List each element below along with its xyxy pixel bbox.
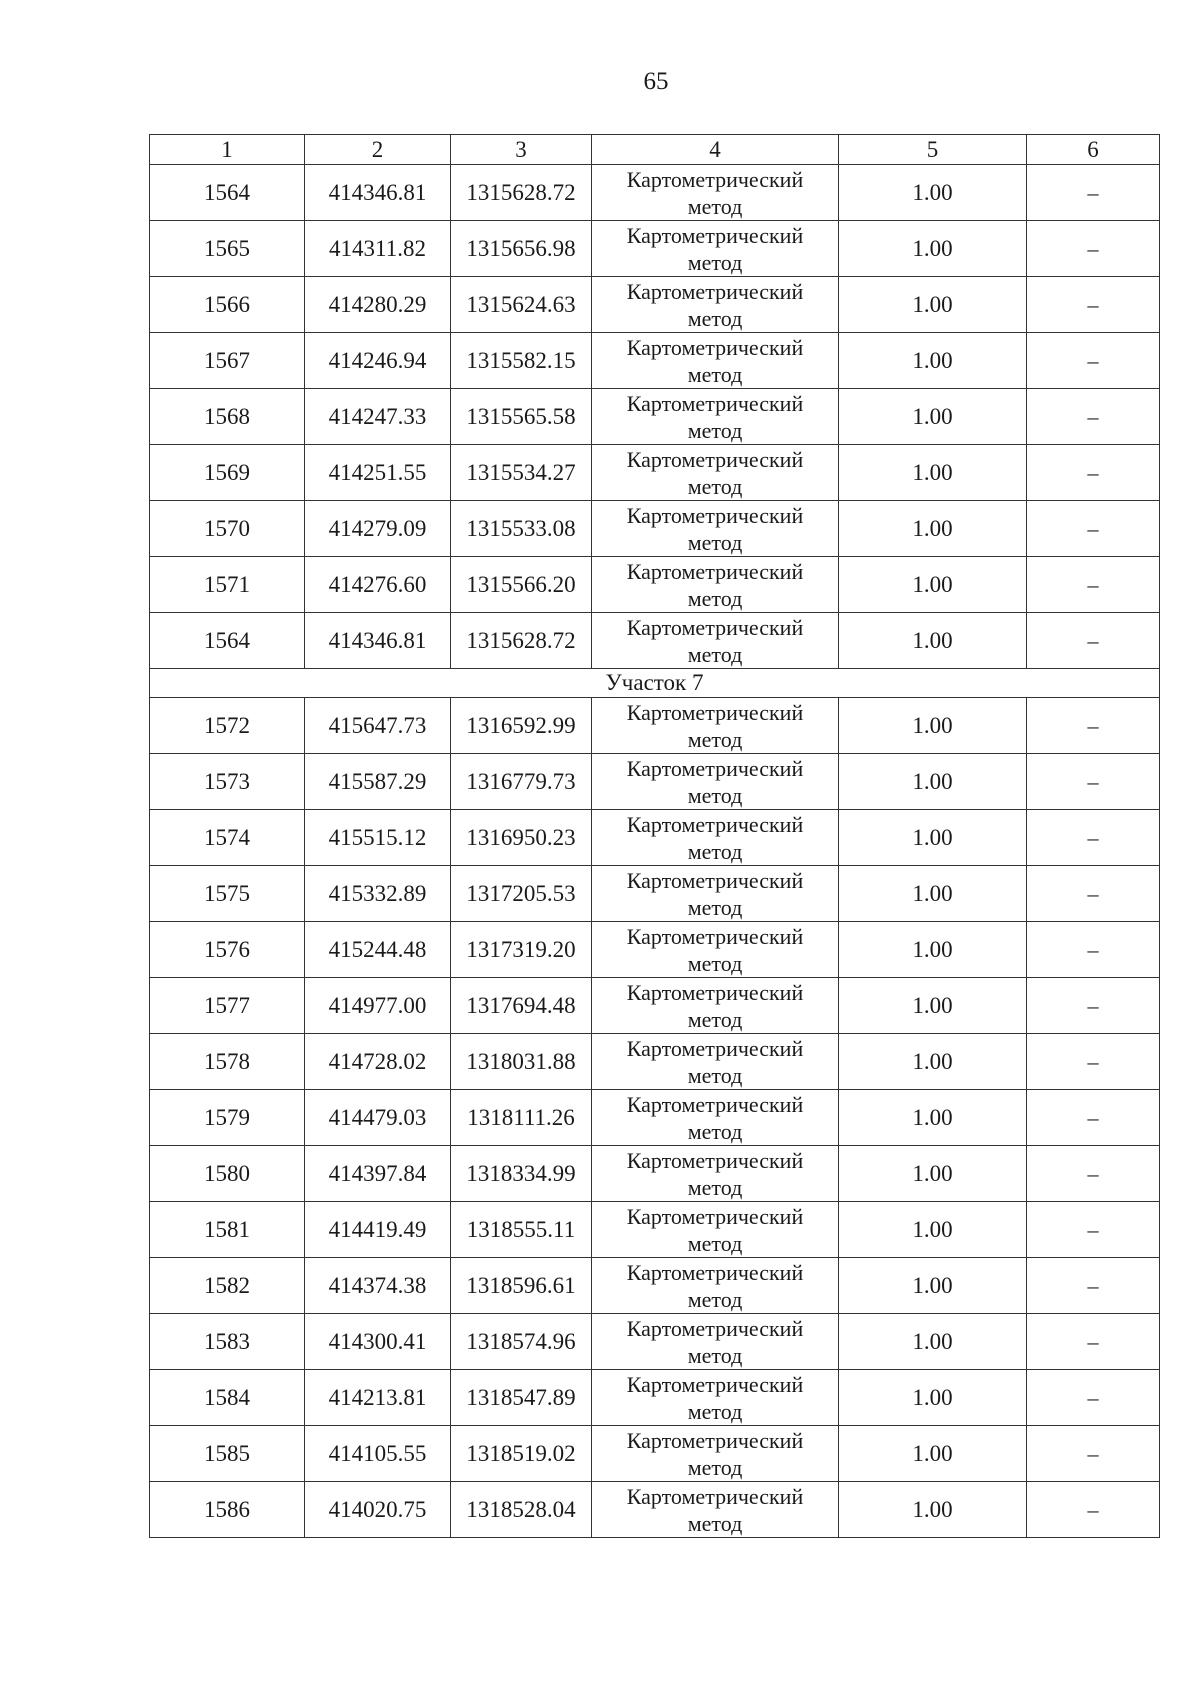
method-cell [592,922,839,978]
point-number-cell: 1575 [150,866,305,922]
note-cell: – [1027,389,1160,445]
method-line-1: Картометрический [626,1091,804,1117]
note-cell: – [1027,698,1160,754]
method-cell [592,1426,839,1482]
point-number-cell: 1566 [150,277,305,333]
x-coordinate-cell: 414213.81 [305,1370,451,1426]
method-line-1: Картометрический [626,1203,804,1229]
column-header-1: 1 [150,135,305,165]
table-row [150,1090,1160,1146]
x-coordinate-cell: 414020.75 [305,1482,451,1538]
x-coordinate-cell: 415332.89 [305,866,451,922]
y-coordinate-cell: 1315582.15 [451,333,592,389]
coordinates-table [149,134,1160,1538]
method-line-2: метод [687,1454,743,1480]
x-coordinate-cell: 415587.29 [305,754,451,810]
note-cell: – [1027,333,1160,389]
table-row [150,333,1160,389]
table-row [150,221,1160,277]
point-number-cell: 1584 [150,1370,305,1426]
accuracy-cell: 1.00 [839,1482,1027,1538]
table-row [150,445,1160,501]
point-number-cell: 1583 [150,1314,305,1370]
y-coordinate-cell: 1316592.99 [451,698,592,754]
table-row [150,1258,1160,1314]
y-coordinate-cell: 1318519.02 [451,1426,592,1482]
method-line-2: метод [687,249,743,275]
y-coordinate-cell: 1317205.53 [451,866,592,922]
x-coordinate-cell: 414346.81 [305,165,451,221]
note-cell: – [1027,1090,1160,1146]
point-number-cell: 1570 [150,501,305,557]
method-line-2: метод [687,1006,743,1032]
method-line-2: метод [687,838,743,864]
table-row [150,1314,1160,1370]
x-coordinate-cell: 414279.09 [305,501,451,557]
x-coordinate-cell: 414280.29 [305,277,451,333]
method-line-1: Картометрический [626,278,804,304]
table-row [150,1370,1160,1426]
method-cell [592,501,839,557]
accuracy-cell: 1.00 [839,1426,1027,1482]
accuracy-cell: 1.00 [839,978,1027,1034]
method-cell [592,1146,839,1202]
point-number-cell: 1567 [150,333,305,389]
method-line-2: метод [687,193,743,219]
accuracy-cell: 1.00 [839,1202,1027,1258]
method-line-2: метод [687,585,743,611]
point-number-cell: 1569 [150,445,305,501]
y-coordinate-cell: 1315628.72 [451,613,592,669]
method-line-2: метод [687,361,743,387]
method-line-1: Картометрический [626,755,804,781]
note-cell: – [1027,557,1160,613]
table-row [150,754,1160,810]
accuracy-cell: 1.00 [839,165,1027,221]
table-header [150,135,1160,165]
table-row [150,1034,1160,1090]
accuracy-cell: 1.00 [839,866,1027,922]
method-line-1: Картометрический [626,1035,804,1061]
x-coordinate-cell: 414479.03 [305,1090,451,1146]
method-line-1: Картометрический [626,1371,804,1397]
accuracy-cell: 1.00 [839,698,1027,754]
method-line-2: метод [687,1062,743,1088]
x-coordinate-cell: 414246.94 [305,333,451,389]
method-cell [592,1314,839,1370]
accuracy-cell: 1.00 [839,754,1027,810]
method-line-2: метод [687,1510,743,1536]
point-number-cell: 1585 [150,1426,305,1482]
table-row [150,613,1160,669]
method-line-2: метод [687,726,743,752]
y-coordinate-cell: 1318596.61 [451,1258,592,1314]
method-cell [592,1482,839,1538]
point-number-cell: 1581 [150,1202,305,1258]
x-coordinate-cell: 415244.48 [305,922,451,978]
note-cell: – [1027,1202,1160,1258]
point-number-cell: 1580 [150,1146,305,1202]
method-line-2: метод [687,1286,743,1312]
point-number-cell: 1564 [150,613,305,669]
accuracy-cell: 1.00 [839,1034,1027,1090]
y-coordinate-cell: 1316950.23 [451,810,592,866]
x-coordinate-cell: 414977.00 [305,978,451,1034]
column-header-2: 2 [305,135,451,165]
table-row [150,866,1160,922]
method-cell [592,165,839,221]
accuracy-cell: 1.00 [839,922,1027,978]
accuracy-cell: 1.00 [839,221,1027,277]
point-number-cell: 1586 [150,1482,305,1538]
accuracy-cell: 1.00 [839,389,1027,445]
y-coordinate-cell: 1318528.04 [451,1482,592,1538]
point-number-cell: 1565 [150,221,305,277]
method-line-2: метод [687,417,743,443]
accuracy-cell: 1.00 [839,1370,1027,1426]
method-cell [592,1202,839,1258]
table-row [150,810,1160,866]
method-line-1: Картометрический [626,1427,804,1453]
y-coordinate-cell: 1315656.98 [451,221,592,277]
note-cell: – [1027,221,1160,277]
method-cell [592,221,839,277]
method-cell [592,810,839,866]
note-cell: – [1027,866,1160,922]
method-line-2: метод [687,641,743,667]
x-coordinate-cell: 414251.55 [305,445,451,501]
table-row [150,1146,1160,1202]
y-coordinate-cell: 1315534.27 [451,445,592,501]
column-header-3: 3 [451,135,592,165]
point-number-cell: 1576 [150,922,305,978]
method-line-1: Картометрический [626,558,804,584]
section-title: Участок 7 [150,669,1160,698]
note-cell: – [1027,501,1160,557]
table-row [150,1482,1160,1538]
accuracy-cell: 1.00 [839,1314,1027,1370]
page-number: 65 [643,68,669,95]
method-line-1: Картометрический [626,446,804,472]
method-line-2: метод [687,950,743,976]
accuracy-cell: 1.00 [839,501,1027,557]
column-header-5: 5 [839,135,1027,165]
note-cell: – [1027,754,1160,810]
method-line-1: Картометрический [626,811,804,837]
method-cell [592,978,839,1034]
accuracy-cell: 1.00 [839,810,1027,866]
method-line-1: Картометрический [626,699,804,725]
method-cell [592,1090,839,1146]
point-number-cell: 1572 [150,698,305,754]
note-cell: – [1027,445,1160,501]
x-coordinate-cell: 414276.60 [305,557,451,613]
method-line-1: Картометрический [626,1147,804,1173]
method-line-2: метод [687,894,743,920]
accuracy-cell: 1.00 [839,557,1027,613]
note-cell: – [1027,613,1160,669]
point-number-cell: 1582 [150,1258,305,1314]
column-header-4: 4 [592,135,839,165]
method-line-1: Картометрический [626,334,804,360]
method-line-1: Картометрический [626,390,804,416]
method-cell [592,754,839,810]
method-cell [592,613,839,669]
table-body [150,165,1160,1538]
x-coordinate-cell: 414346.81 [305,613,451,669]
table-row [150,1426,1160,1482]
method-line-1: Картометрический [626,867,804,893]
y-coordinate-cell: 1318031.88 [451,1034,592,1090]
section-row [150,669,1160,698]
point-number-cell: 1564 [150,165,305,221]
x-coordinate-cell: 414397.84 [305,1146,451,1202]
y-coordinate-cell: 1315624.63 [451,277,592,333]
accuracy-cell: 1.00 [839,445,1027,501]
table-row [150,978,1160,1034]
method-line-1: Картометрический [626,166,804,192]
y-coordinate-cell: 1315533.08 [451,501,592,557]
point-number-cell: 1578 [150,1034,305,1090]
x-coordinate-cell: 415515.12 [305,810,451,866]
method-cell [592,1370,839,1426]
table-row [150,557,1160,613]
x-coordinate-cell: 414311.82 [305,221,451,277]
accuracy-cell: 1.00 [839,1258,1027,1314]
table-row [150,698,1160,754]
x-coordinate-cell: 414374.38 [305,1258,451,1314]
method-cell [592,1034,839,1090]
point-number-cell: 1574 [150,810,305,866]
note-cell: – [1027,1426,1160,1482]
method-cell [592,866,839,922]
note-cell: – [1027,922,1160,978]
method-line-2: метод [687,1174,743,1200]
x-coordinate-cell: 414419.49 [305,1202,451,1258]
accuracy-cell: 1.00 [839,277,1027,333]
method-line-1: Картометрический [626,222,804,248]
note-cell: – [1027,165,1160,221]
note-cell: – [1027,810,1160,866]
y-coordinate-cell: 1317319.20 [451,922,592,978]
method-line-2: метод [687,1118,743,1144]
y-coordinate-cell: 1315565.58 [451,389,592,445]
method-line-1: Картометрический [626,1315,804,1341]
note-cell: – [1027,1370,1160,1426]
x-coordinate-cell: 414728.02 [305,1034,451,1090]
accuracy-cell: 1.00 [839,1146,1027,1202]
y-coordinate-cell: 1318574.96 [451,1314,592,1370]
method-line-1: Картометрический [626,923,804,949]
note-cell: – [1027,1314,1160,1370]
y-coordinate-cell: 1318111.26 [451,1090,592,1146]
method-line-2: метод [687,1230,743,1256]
method-cell [592,333,839,389]
table-row [150,1202,1160,1258]
table-row [150,277,1160,333]
y-coordinate-cell: 1317694.48 [451,978,592,1034]
y-coordinate-cell: 1318555.11 [451,1202,592,1258]
point-number-cell: 1577 [150,978,305,1034]
note-cell: – [1027,1034,1160,1090]
method-cell [592,277,839,333]
note-cell: – [1027,277,1160,333]
method-line-1: Картометрический [626,1483,804,1509]
header-row [150,135,1160,165]
y-coordinate-cell: 1315628.72 [451,165,592,221]
method-line-1: Картометрический [626,614,804,640]
method-line-2: метод [687,1342,743,1368]
method-line-1: Картометрический [626,502,804,528]
note-cell: – [1027,1146,1160,1202]
table-row [150,165,1160,221]
method-cell [592,445,839,501]
accuracy-cell: 1.00 [839,613,1027,669]
table-row [150,922,1160,978]
point-number-cell: 1573 [150,754,305,810]
column-header-6: 6 [1027,135,1160,165]
y-coordinate-cell: 1316779.73 [451,754,592,810]
method-line-1: Картометрический [626,979,804,1005]
method-line-2: метод [687,305,743,331]
method-line-1: Картометрический [626,1259,804,1285]
y-coordinate-cell: 1315566.20 [451,557,592,613]
note-cell: – [1027,1258,1160,1314]
x-coordinate-cell: 415647.73 [305,698,451,754]
point-number-cell: 1568 [150,389,305,445]
method-cell [592,389,839,445]
x-coordinate-cell: 414105.55 [305,1426,451,1482]
method-cell [592,698,839,754]
accuracy-cell: 1.00 [839,333,1027,389]
point-number-cell: 1579 [150,1090,305,1146]
table-row [150,389,1160,445]
method-line-2: метод [687,473,743,499]
table-row [150,501,1160,557]
y-coordinate-cell: 1318334.99 [451,1146,592,1202]
x-coordinate-cell: 414247.33 [305,389,451,445]
method-line-2: метод [687,782,743,808]
x-coordinate-cell: 414300.41 [305,1314,451,1370]
y-coordinate-cell: 1318547.89 [451,1370,592,1426]
accuracy-cell: 1.00 [839,1090,1027,1146]
method-line-2: метод [687,1398,743,1424]
method-cell [592,557,839,613]
method-cell [592,1258,839,1314]
note-cell: – [1027,978,1160,1034]
method-line-2: метод [687,529,743,555]
note-cell: – [1027,1482,1160,1538]
point-number-cell: 1571 [150,557,305,613]
